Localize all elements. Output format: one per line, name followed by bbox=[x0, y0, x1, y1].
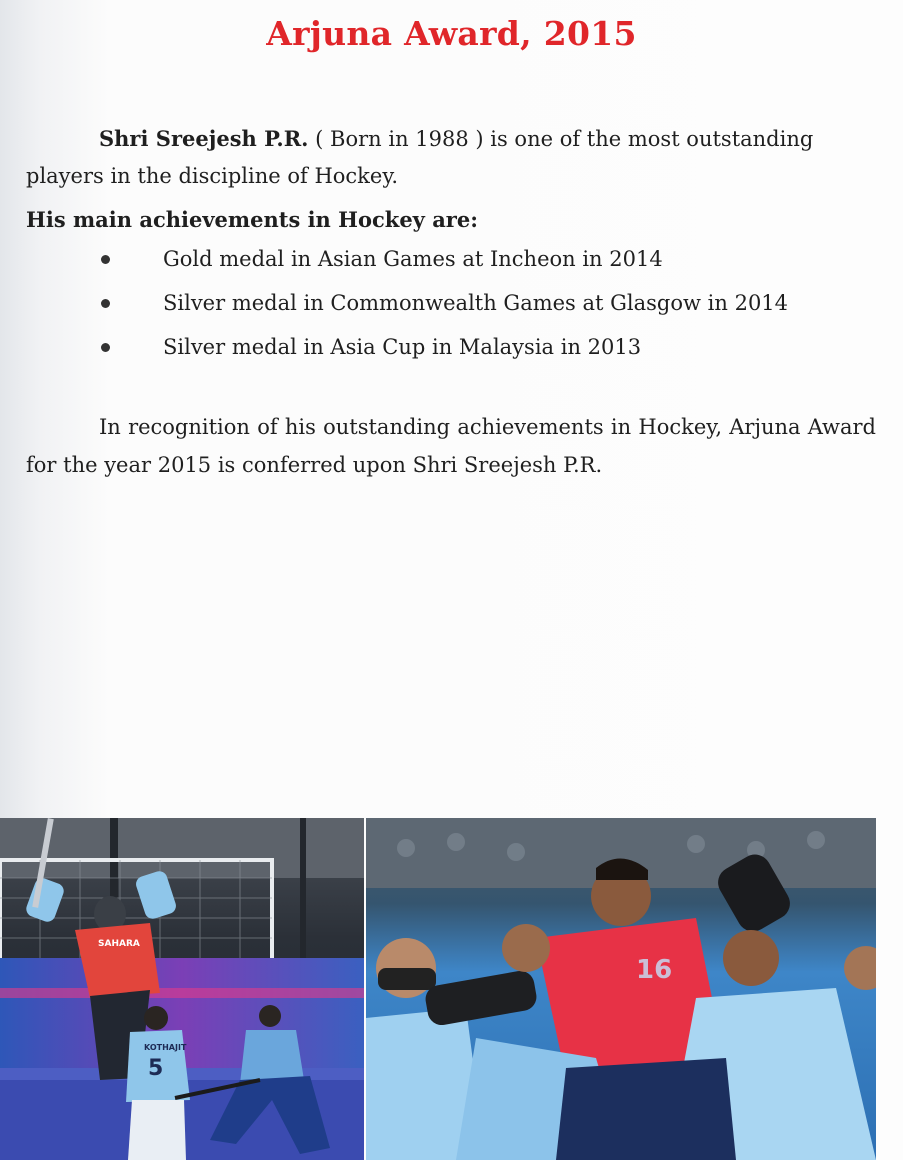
list-item bbox=[0, 285, 903, 329]
intro-text: ( Born in 1988 ) is one of the most outstanding players in the discipline of Hockey. bbox=[26, 127, 814, 188]
achievements-list bbox=[0, 241, 903, 373]
achievement-text: Gold medal in Asian Games at Incheon in 2014 bbox=[163, 247, 663, 271]
page-title: Arjuna Award, 2015 bbox=[266, 14, 637, 53]
keeper-sponsor-text: SAHARA bbox=[98, 939, 140, 949]
conclusion-paragraph: In recognition of his outstanding achievements in Hockey, Arjuna Award for the year 2015 is conferred upon Shri Sreejesh P.R. bbox=[26, 415, 876, 477]
achievements-heading: His main achievements in Hockey are: bbox=[26, 207, 478, 232]
player-jersey-number: 5 bbox=[148, 1056, 164, 1081]
achievement-text: Silver medal in Asia Cup in Malaysia in 2013 bbox=[163, 335, 642, 359]
goalkeeper-jersey-number: 16 bbox=[636, 955, 673, 985]
player-name: Shri Sreejesh P.R. bbox=[99, 126, 309, 151]
photo-goalkeeper-save bbox=[0, 818, 364, 1160]
achievement-text: Silver medal in Commonwealth Games at Glasgow in 2014 bbox=[163, 291, 789, 315]
bullet-icon bbox=[101, 343, 110, 352]
list-item bbox=[0, 329, 903, 373]
intro-paragraph bbox=[26, 120, 876, 195]
goalkeeper-photo-illustration bbox=[0, 818, 364, 1160]
list-item bbox=[0, 241, 903, 285]
celebration-photo-illustration bbox=[366, 818, 876, 1160]
photo-team-celebration bbox=[366, 818, 876, 1160]
bullet-icon bbox=[101, 299, 110, 308]
bullet-icon bbox=[101, 255, 110, 264]
player-shirt-name: KOTHAJIT bbox=[144, 1043, 187, 1052]
